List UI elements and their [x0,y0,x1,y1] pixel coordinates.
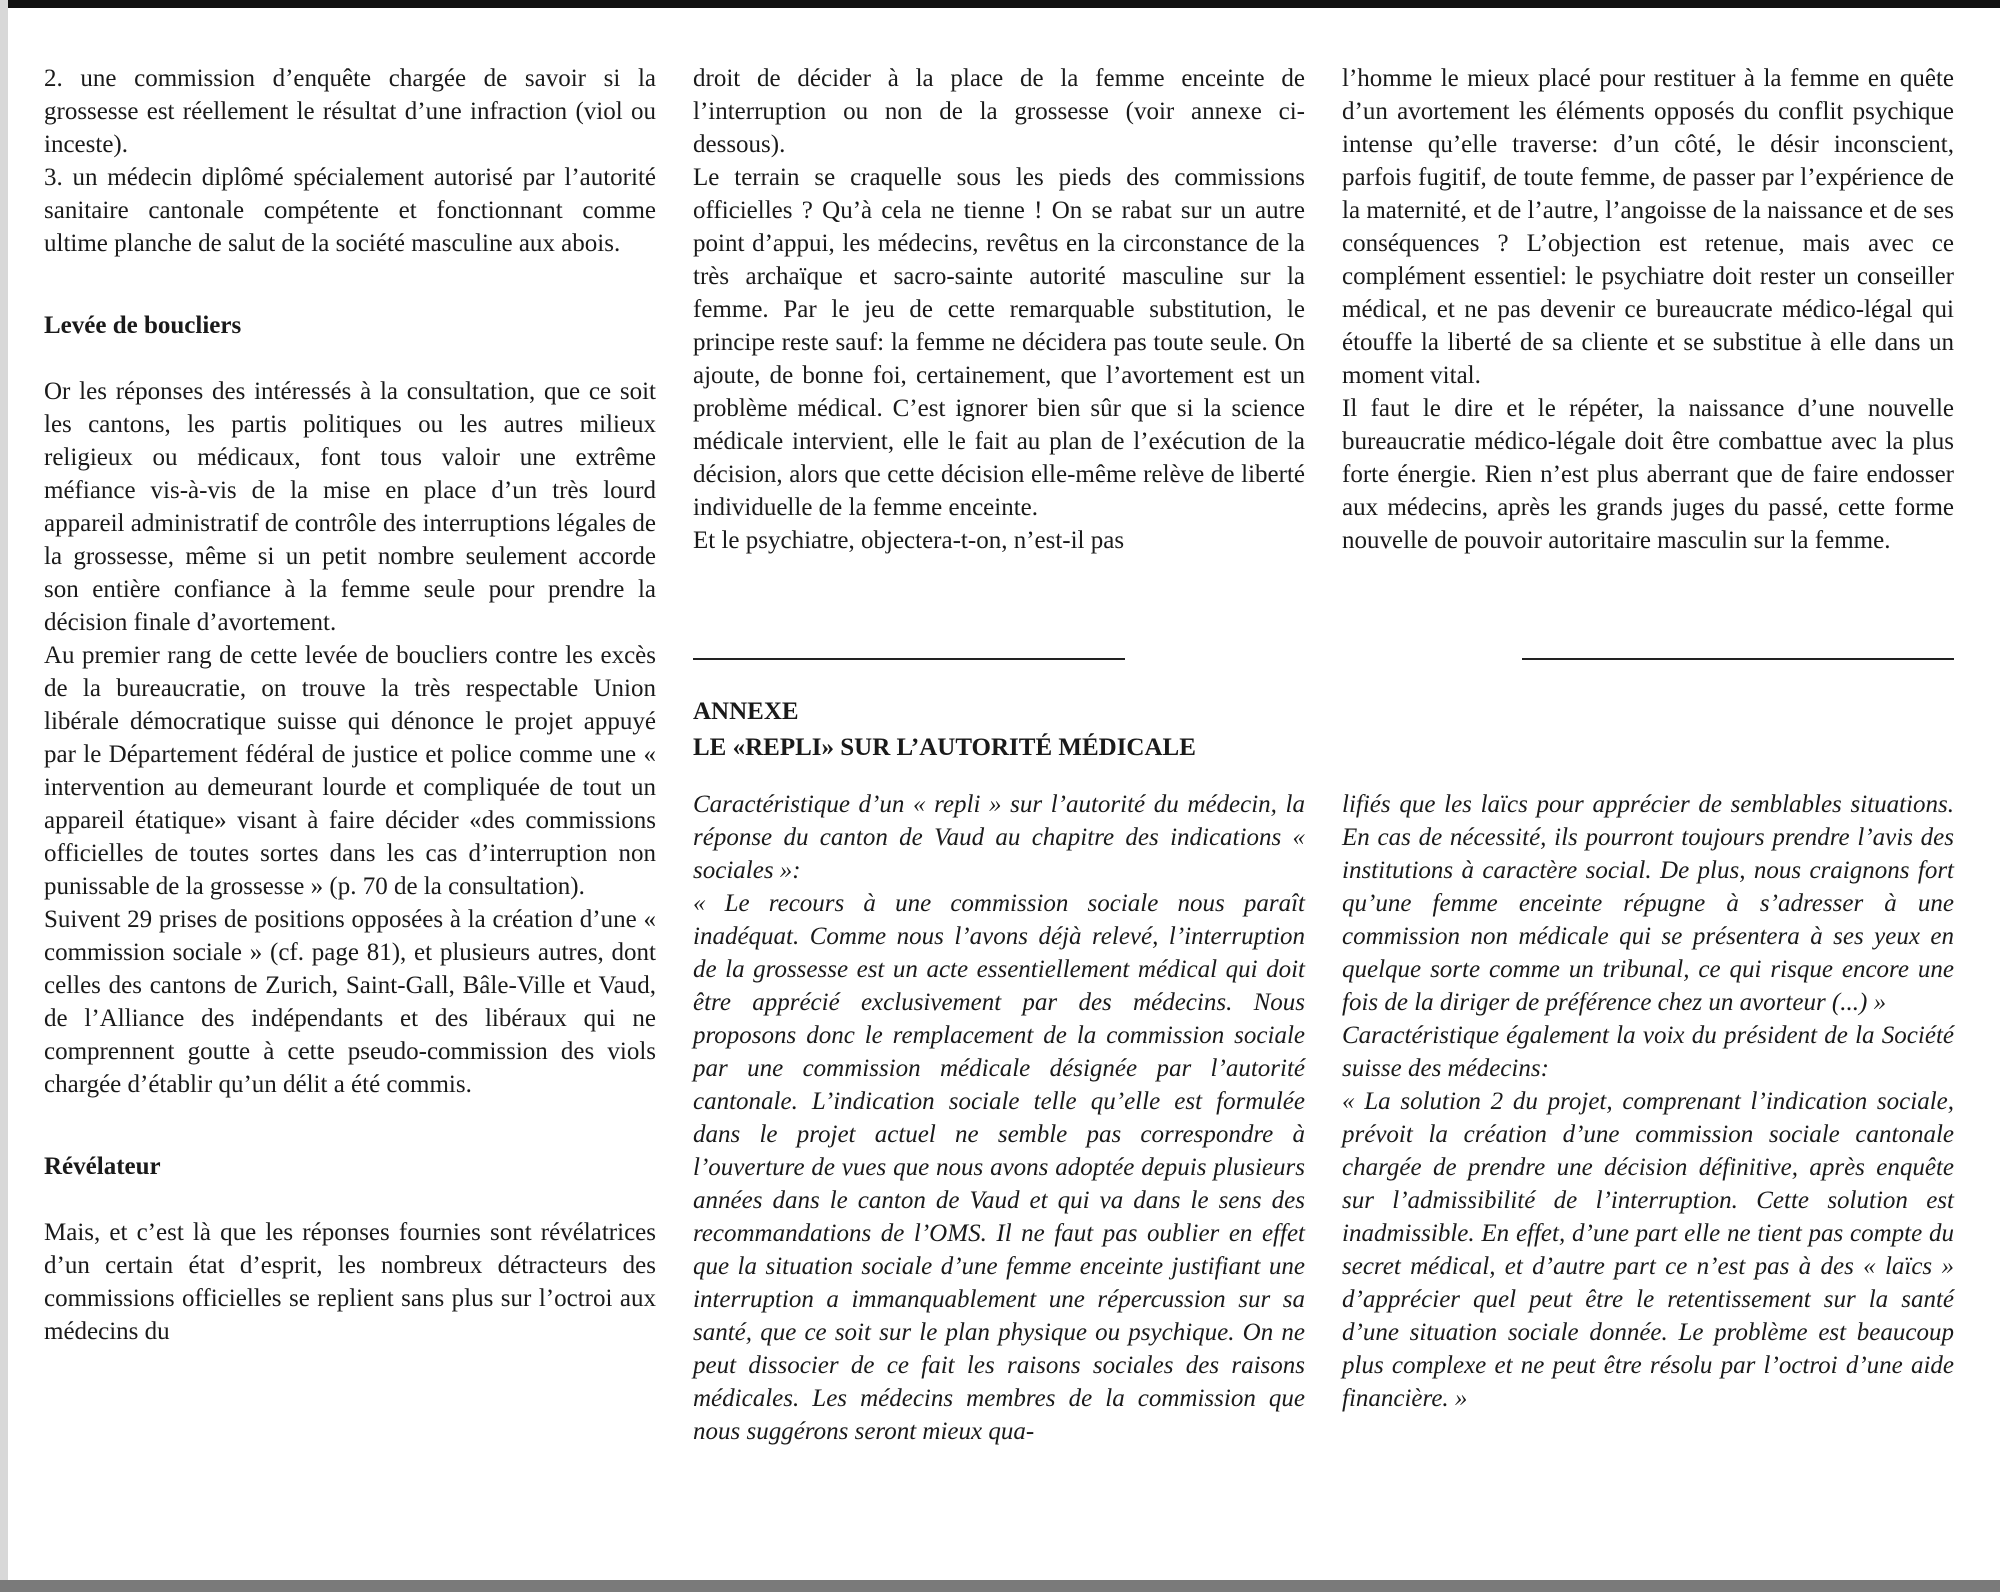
scan-left-edge [0,0,8,1592]
paragraph: Caractéristique d’un « repli » sur l’autorité du médecin, la réponse du canton de Vaud au chapitre des indications « sociales »: [693,791,1305,884]
paragraph: Et le psychiatre, objectera-t-on, n’est-il pas [693,527,1125,554]
paragraph: 3. un médecin diplômé spécialement autorisé par l’autorité sanitaire cantonale compétente et fonctionnant comme ultime planche de salut de la société masculine aux abois. [44,164,656,257]
annexe-heading [693,694,1305,766]
scan-top-edge [0,0,2000,8]
paragraph: l’homme le mieux placé pour restituer à la femme en quête d’un avortement les éléments opposés du conflit psychique intense qu’elle traverse: d’un côté, le désir inconscient, parfois fugitif, de toute femme, de passer par l’expérience de la maternité, et de l’autre, l’angoisse de la naissance et de ses conséquences ? L’objection est retenue, mais avec ce complément essentiel: le psychiatre doit rester un conseiller médical, et ne pas devenir ce bureaucrate médico-légal qui étouffe la liberté de sa cliente et se substitue à elle dans un moment vital. [1342,65,1954,389]
scan-bottom-edge [0,1580,2000,1592]
column-left [44,62,656,1348]
annexe-label: ANNEXE [693,698,799,725]
divider-rule [1522,658,1954,660]
paragraph: Au premier rang de cette levée de boucliers contre les excès de la bureaucratie, on trouve la très respectable Union libérale démocratique suisse qui dénonce le projet appuyé par le Département fédéral de justice et police comme une « intervention au demeurant lourde et compliquée de tout un appareil étatique» visant à faire décider «des commissions officielles de toutes sortes dans les cas d’interruption non punissable de la grossesse » (p. 70 de la consultation). [44,642,656,900]
divider-rule [693,658,1125,660]
column-right [1342,62,1954,557]
paragraph: Mais, et c’est là que les réponses fournies sont révélatrices d’un certain état d’esprit, les nombreux détracteurs des commissions officielles se replient sans plus sur l’octroi aux médecins du [44,1219,656,1345]
paragraph: droit de décider à la place de la femme enceinte de l’interruption ou non de la grossesse (voir annexe ci-dessous). [693,65,1305,158]
paragraph: 2. une commission d’enquête chargée de savoir si la grossesse est réellement le résultat d’une infraction (viol ou inceste). [44,65,656,158]
section-heading-revelateur: Révélateur [44,1153,161,1180]
section-heading-levee: Levée de boucliers [44,312,242,339]
paragraph: Or les réponses des intéressés à la consultation, que ce soit les cantons, les partis politiques ou les autres milieux religieux ou médicaux, font tous valoir une extrême méfiance vis-à-vis de la mise en place d’un très lourd appareil administratif de contrôle des interruptions légales de la grossesse, même si un petit nombre seulement accorde son entière confiance à la femme seule pour prendre la décision finale d’avortement. [44,378,656,636]
annexe-title: LE «REPLI» SUR L’AUTORITÉ MÉDICALE [693,734,1196,761]
paragraph: Caractéristique également la voix du président de la Société suisse des médecins: [1342,1022,1954,1082]
paragraph: « Le recours à une commission sociale nous paraît inadéquat. Comme nous l’avons déjà relevé, l’interruption de la grossesse est un acte essentiellement médical qui doit être apprécié exclusivement par des médecins. Nous proposons donc le remplacement de la commission sociale par une commission médicale désignée par l’autorité cantonale. L’indication sociale telle qu’elle est formulée dans le projet actuel ne semble pas correspondre à l’ouverture de vues que nous avons adoptée depuis plusieurs années dans le canton de Vaud et qui va dans le sens des recommandations de l’OMS. Il ne faut pas oublier en effet que la situation sociale d’une femme enceinte justifiant une interruption a immanquablement une répercussion sur sa santé, que ce soit sur le plan physique ou psychique. On ne peut dissocier de ce fait les raisons sociales des raisons médicales. Les médecins membres de la commission que nous suggérons seront mieux qua- [693,890,1305,1445]
paragraph: Le terrain se craquelle sous les pieds des commissions officielles ? Qu’à cela ne tienne ! On se rabat sur un autre point d’appui, les médecins, revêtus en la circonstance de la très archaïque et sacro-sainte autorité masculine sur la femme. Par le jeu de cette remarquable substitution, le principe reste sauf: la femme ne décidera pas toute seule. On ajoute, de bonne foi, certainement, que l’avortement est un problème médical. C’est ignorer bien sûr que si la science médicale intervient, elle le fait au plan de l’exécution de la décision, alors que cette décision elle-même relève de liberté individuelle de la femme enceinte. [693,164,1305,521]
paragraph: Il faut le dire et le répéter, la naissance d’une nouvelle bureaucratie médico-légale doit être combattue avec la plus forte énergie. Rien n’est plus aberrant que de faire endosser aux médecins, après les grands juges du passé, cette forme nouvelle de pouvoir autoritaire masculin sur la femme. [1342,395,1954,554]
annexe-column-middle [693,788,1305,1448]
paragraph: « La solution 2 du projet, comprenant l’indication sociale, prévoit la création d’une commission sociale cantonale chargée de prendre une décision définitive, après enquête sur l’admissibilité de l’interruption. Cette solution est inadmissible. En effet, d’une part elle ne tient pas compte du secret médical, et d’autre part ce n’est pas à des « laïcs » d’apprécier quel peut être le retentissement sur la santé d’une situation sociale donnée. Le problème est beaucoup plus complexe et ne peut être résolu par l’octroi d’une aide financière. » [1342,1088,1954,1412]
paragraph: Suivent 29 prises de positions opposées à la création d’une « commission sociale » (cf. page 81), et plusieurs autres, dont celles des cantons de Zurich, Saint-Gall, Bâle-Ville et Vaud, de l’Alliance des indépendants et des libéraux qui ne comprennent goutte à cette pseudo-commission des viols chargée d’établir qu’un délit a été commis. [44,906,656,1098]
paragraph: lifiés que les laïcs pour apprécier de semblables situations. En cas de nécessité, ils pourront toujours prendre l’avis des institutions à caractère social. De plus, nous craignons fort qu’une femme enceinte répugne à s’adresser à une commission non médicale qui se présentera à ses yeux en quelque sorte comme un tribunal, ce qui risque encore une fois de la diriger de préférence chez un avorteur (...) » [1342,791,1954,1016]
annexe-column-right [1342,788,1954,1415]
column-middle [693,62,1305,557]
